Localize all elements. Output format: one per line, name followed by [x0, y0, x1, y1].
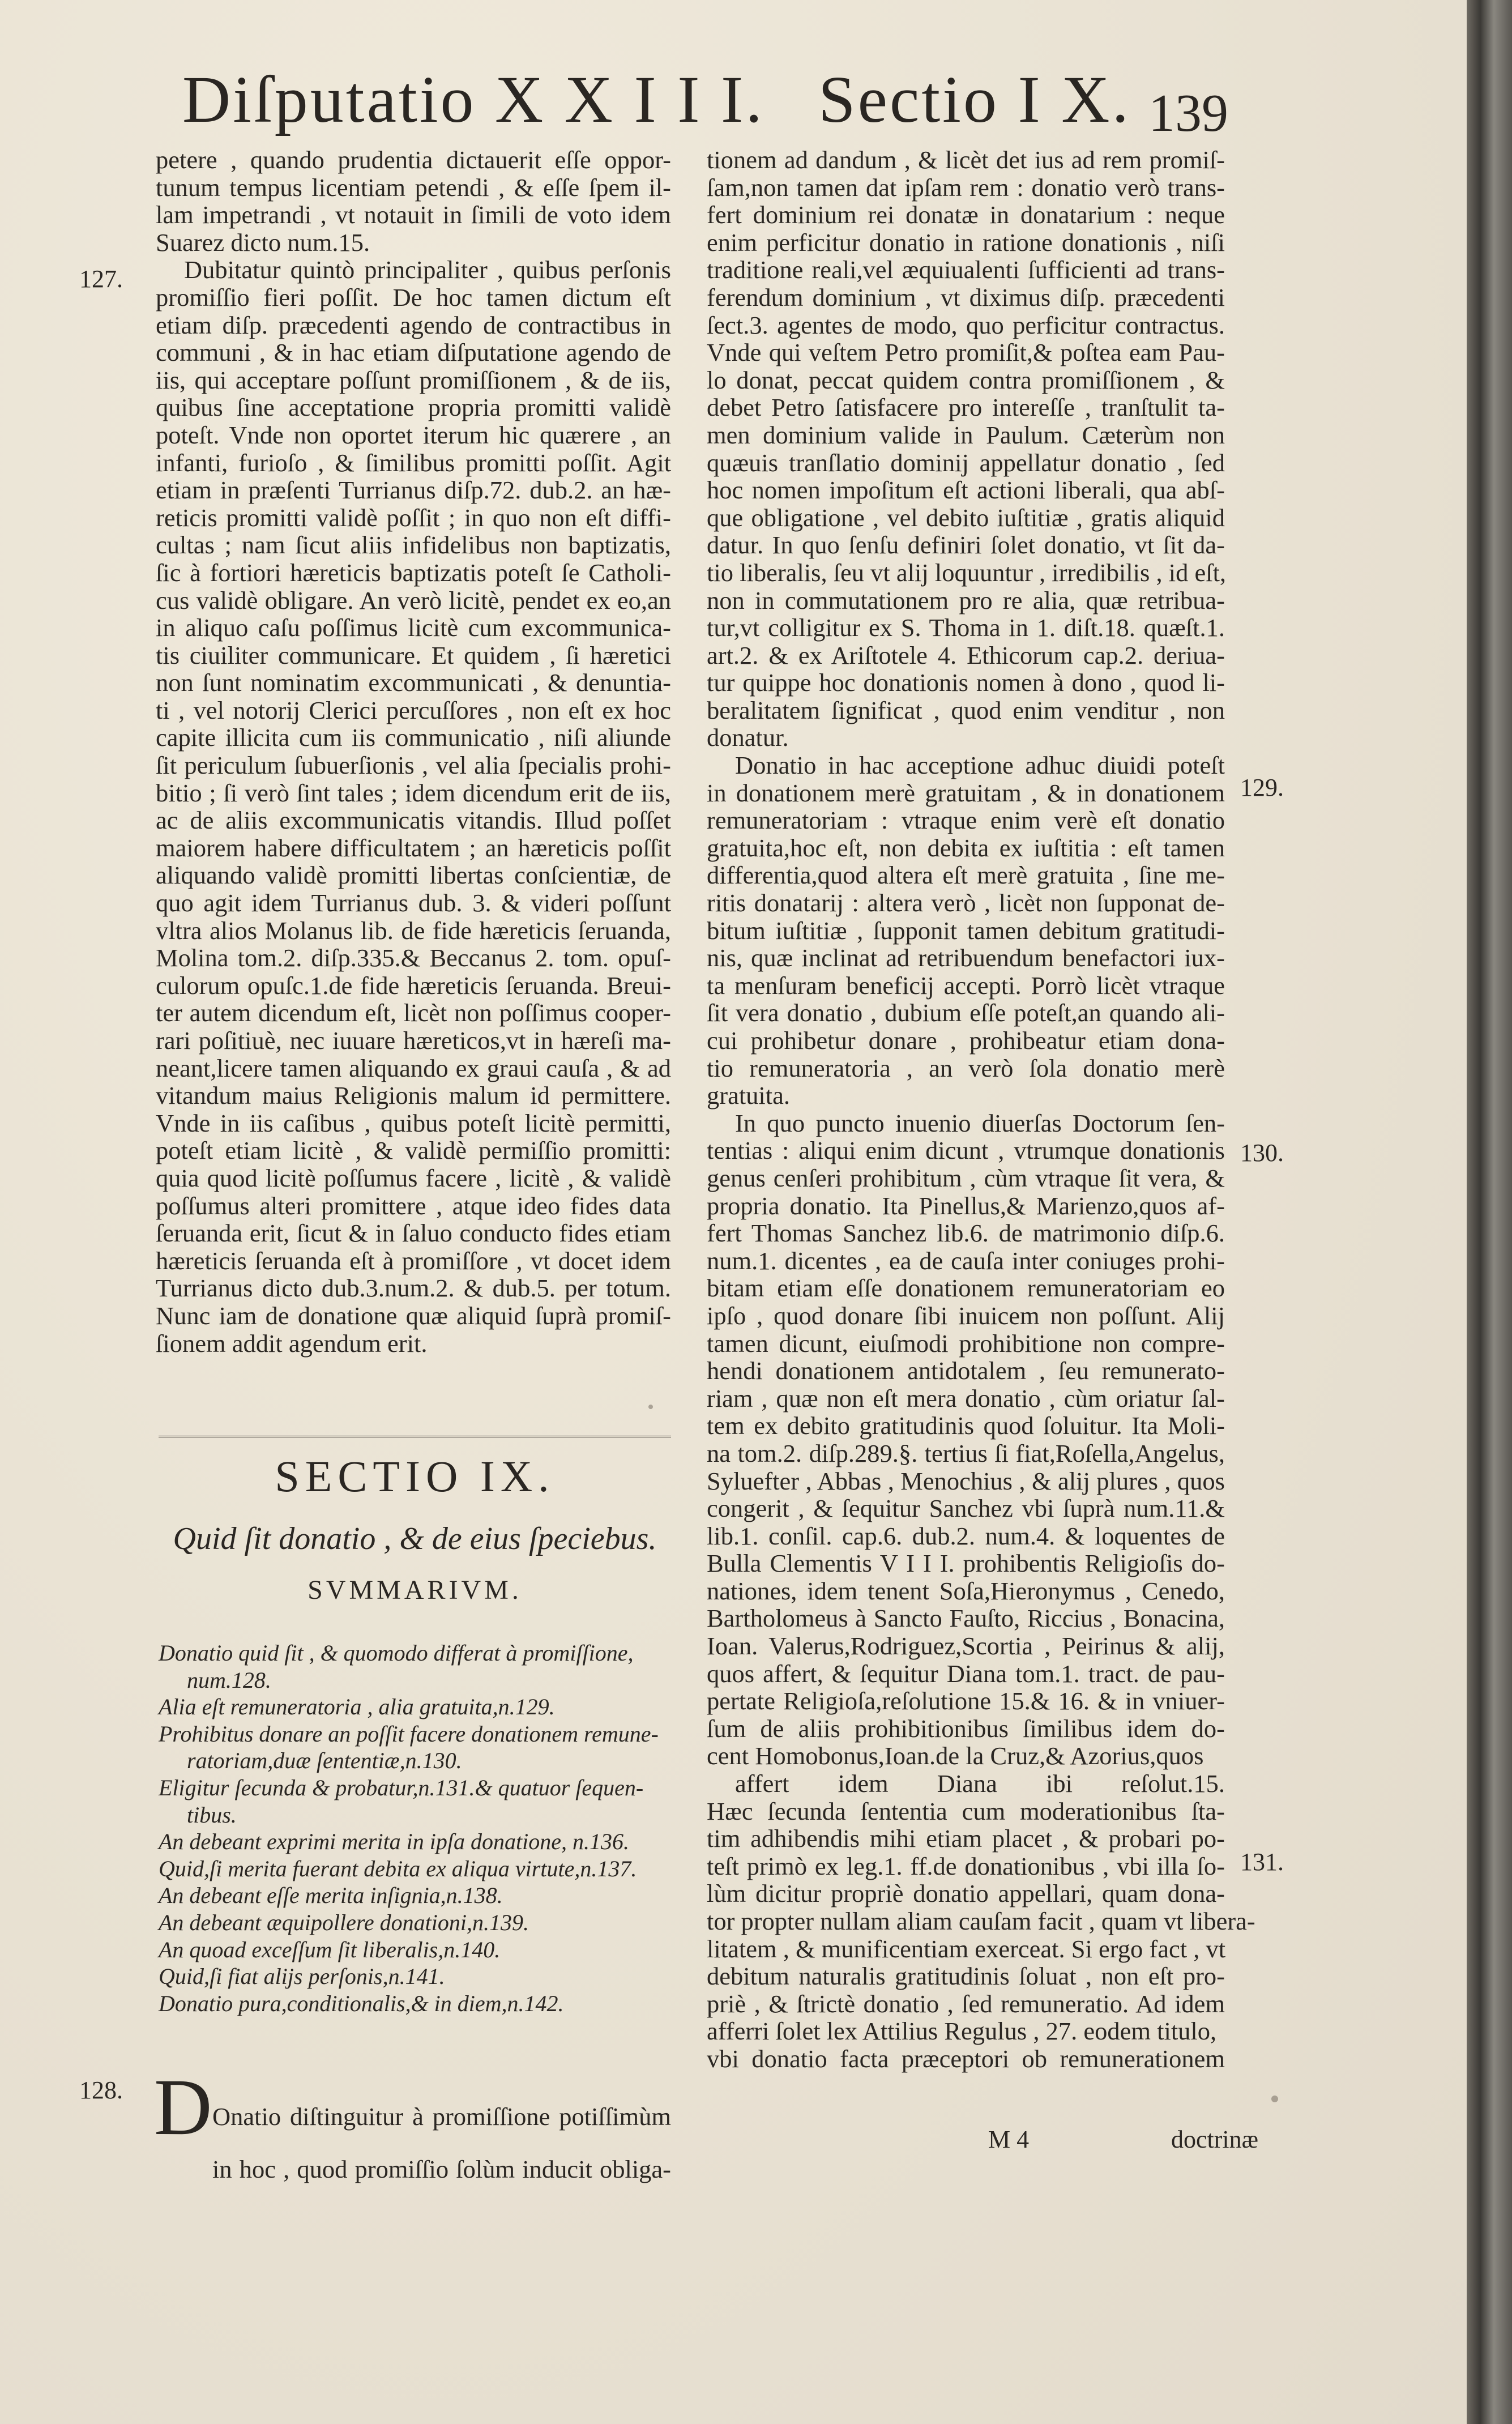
- text-line: pertate Religioſa,reſolutione 15.& 16. & in vniuer-: [707, 1687, 1225, 1715]
- text-line: ſit vera donatio , dubium eſſe poteſt,an quando ali-: [707, 998, 1225, 1027]
- text-line: rari poſitiuè, nec iuuare hæreticos,vt in hæreſi ma-: [156, 1026, 671, 1055]
- section-rule: [159, 1436, 671, 1437]
- text-line: na tom.2. diſp.289.§. tertius ſi fiat,Roſella,Angelus,: [707, 1439, 1225, 1467]
- text-line: quibus ſine acceptatione propria promitti validè: [156, 393, 671, 422]
- summary-list: [159, 1640, 671, 2017]
- margin-number-128: 128.: [79, 2076, 123, 2104]
- text-line: cui prohibetur donare , prohibeatur etiam dona-: [707, 1026, 1225, 1055]
- text-line: bitio ; ſi verò ſint tales ; idem dicendum erit de iis,: [156, 778, 671, 807]
- catchword: doctrinæ: [1171, 2126, 1258, 2153]
- text-line: tunum tempus licentiam petendi , & eſſe ſpem il-: [156, 173, 671, 202]
- text-line: differentia,quod altera eſt merè gratuita , ſine me-: [707, 861, 1225, 890]
- text-line: affert idem Diana ibi reſolut.15.: [735, 1769, 1225, 1798]
- text-line: Bartholomeus à Sancto Fauſto, Riccius , Bonacina,: [707, 1604, 1225, 1633]
- summary-item: Alia eſt remuneratoria , alia gratuita,n.129.: [159, 1694, 555, 1720]
- text-line: ferendum dominium , vt diximus diſp. præcedenti: [707, 283, 1225, 311]
- text-line: enim perficitur donatio in ratione donationis , niſi: [707, 228, 1225, 257]
- text-line: Molina tom.2. diſp.335.& Beccanus 2. tom. opuſ-: [156, 944, 671, 972]
- text-line: hendi donationem antidotalem , ſeu remunerato-: [707, 1356, 1225, 1385]
- summary-item: num.128.: [187, 1667, 271, 1693]
- text-line: poteſt etiam licitè , & validè permiſſio promitti:: [156, 1136, 671, 1165]
- text-line: bitam etiam eſſe donationem remuneratoriam eo: [707, 1274, 1225, 1303]
- summary-heading: SVMMARIVM.: [307, 1575, 522, 1605]
- text-line: gratuita,hoc eſt, non debita ex iuſtitia : eſt tamen: [707, 833, 1225, 862]
- text-line: remuneratoriam : vtraque enim verè eſt donatio: [707, 806, 1225, 835]
- text-line: cultas ; nam ſicut aliis infidelibus non baptizatis,: [156, 531, 671, 560]
- text-line: tentias : aliqui enim dicunt , vtrumque donationis: [707, 1136, 1225, 1165]
- text-line: non ſunt nominatim excommunicati , & denuntia-: [156, 668, 671, 697]
- text-line: ipſo , quod donare ſibi inuicem non poſſunt. Alij: [707, 1301, 1225, 1330]
- text-line: non in commutationem pro re alia, quæ retribua-: [707, 586, 1225, 614]
- text-line: In quo puncto inuenio diuerſas Doctorum ſen-: [735, 1108, 1225, 1137]
- text-line: hoc nomen impoſitum eſt actioni liberali, qua abſ-: [707, 476, 1225, 505]
- text-line: fert dominium rei donatæ in donatarium : neque: [707, 200, 1225, 229]
- text-line: tamen dicunt, eiuſmodi prohibitione non compre-: [707, 1329, 1225, 1358]
- page-number: 139: [1148, 84, 1228, 143]
- text-line: ſect.3. agentes de modo, quo perficitur contractus.: [707, 310, 1225, 339]
- margin-number-131: 131.: [1240, 1848, 1284, 1876]
- summary-item: An debeant eſſe merita inſignia,n.138.: [159, 1883, 503, 1909]
- text-line: teſt primò ex leg.1. ff.de donationibus , vbi illa ſo-: [707, 1851, 1225, 1880]
- text-line: vbi donatio facta præceptori ob remunerationem: [707, 2044, 1225, 2073]
- text-line: poteſt. Vnde non oportet iterum hic quærere , an: [156, 420, 671, 449]
- signature-mark: M 4: [988, 2126, 1030, 2153]
- text-line: lam impetrandi , vt notauit in ſimili de voto idem: [156, 200, 671, 229]
- summary-item: Donatio quid ſit , & quomodo differat à promiſſione,: [159, 1640, 634, 1666]
- text-line: tio liberalis, ſeu vt alij loquuntur , irredibilis , id eſt,: [707, 558, 1227, 587]
- text-line: in aliquo caſu poſſimus licitè cum excommunica-: [156, 613, 671, 642]
- text-line: nationes, idem tenent Soſa,Hieronymus , Cenedo,: [707, 1576, 1225, 1605]
- text-line: debitum naturalis gratitudinis ſoluat , non eſt pro-: [707, 1962, 1225, 1991]
- text-line: neant,licere tamen aliquando ex graui cauſa , & ad: [156, 1053, 671, 1082]
- summary-item: Quid,ſi merita fuerant debita ex aliqua virtute,n.137.: [159, 1855, 637, 1881]
- text-line: reticis promitti validè poſſit ; in quo non eſt diffi-: [156, 503, 671, 532]
- summary-item: An debeant æquipollere donationi,n.139.: [159, 1909, 529, 1935]
- text-line: afferri ſolet lex Attilius Regulus , 27. eodem titulo,: [707, 2017, 1217, 2046]
- text-line: ti , vel notorij Clerici percuſſores , non eſt ex hoc: [156, 695, 671, 724]
- text-line: Suarez dicto num.15.: [156, 228, 370, 257]
- text-line: ſum de aliis prohibitionibus ſimilibus idem do-: [707, 1714, 1225, 1743]
- text-line: fert Thomas Sanchez lib.6. de matrimonio diſp.6.: [707, 1219, 1225, 1248]
- text-line: ac de aliis excommunicatis vitandis. Illud poſſet: [156, 806, 671, 835]
- text-line: bitum iuſtitiæ , ſupponit tamen debitum gratitudi-: [707, 916, 1225, 945]
- text-line: Syluefter , Abbas , Menochius , & alij plures , quos: [707, 1466, 1225, 1495]
- text-line: Donatio in hac acceptione adhuc diuidi poteſt: [735, 751, 1225, 780]
- page-edge: [1467, 0, 1512, 2424]
- text-line: Bulla Clementis V I I I. prohibentis Religioſis do-: [707, 1549, 1225, 1578]
- text-line: lo donat, peccat quidem contra promiſſionem , &: [707, 365, 1225, 394]
- text-line: poſſumus alteri promittere , atque ideo fides data: [156, 1191, 671, 1220]
- text-line: Vnde in iis caſibus , quibus poteſt licitè permitti,: [156, 1108, 671, 1137]
- summary-item: An quoad exceſſum ſit liberalis,n.140.: [159, 1936, 501, 1962]
- text-line: quo agit idem Turrianus dub. 3. & videri poſſunt: [156, 889, 671, 917]
- text-line: datur. In quo ſenſu definiri ſolet donatio, vt ſit da-: [707, 531, 1225, 560]
- text-line: etiam in præſenti Turrianus diſp.72. dub.2. an hæ-: [156, 476, 671, 505]
- ink-spot: [648, 1405, 653, 1409]
- text-line: petere , quando prudentia dictauerit eſſe oppor-: [156, 146, 671, 174]
- text-line: tio remuneratoria , an verò ſola donatio merè: [707, 1053, 1225, 1082]
- text-line: ſam,non tamen dat ipſam rem : donatio verò trans-: [707, 173, 1225, 202]
- text-line: tem ex debito gratitudinis quod ſoluitur. Ita Moli-: [707, 1411, 1225, 1440]
- text-line: nis, quæ inclinat ad retribuendum benefactori iux-: [707, 944, 1225, 972]
- text-line: etiam diſp. præcedenti agendo de contractibus in: [156, 310, 671, 339]
- left-column: [156, 146, 671, 1357]
- text-line: ſic à fortiori hæreticis baptizatis poteſt ſe Catholi-: [156, 558, 671, 587]
- text-line: propria donatio. Ita Pinellus,& Marienzo,quos af-: [707, 1191, 1225, 1220]
- text-line: Dubitatur quintò principaliter , quibus perſonis: [184, 255, 671, 284]
- text-line: congerit , & ſequitur Sanchez vbi ſuprà num.11.&: [707, 1494, 1225, 1523]
- text-line: Nunc iam de donatione quæ aliquid ſuprà promiſ-: [156, 1301, 671, 1330]
- text-line: ſeruanda erit, ſicut & in ſaluo conducto fides etiam: [156, 1219, 671, 1248]
- text-line: donatur.: [707, 723, 789, 752]
- text-line: tur,vt colligitur ex S. Thoma in 1. diſt.18. quæſt.1.: [707, 613, 1225, 642]
- text-line: Turrianus dicto dub.3.num.2. & dub.5. per totum.: [156, 1274, 671, 1303]
- text-line: que obligatione , vel debito iuſtitiæ , gratis aliquid: [707, 503, 1225, 532]
- text-line: Ioan. Valerus,Rodriguez,Scortia , Peirinus & alij,: [707, 1632, 1225, 1661]
- text-line: Onatio diſtinguitur à promiſſione potiſſimùm: [212, 2102, 671, 2131]
- margin-number-127: 127.: [79, 265, 123, 293]
- text-line: num.1. dicentes , ea de cauſa inter coniuges prohi-: [707, 1246, 1225, 1275]
- text-line: quæuis tranſlatio dominij appellatur donatio , ſed: [707, 448, 1225, 477]
- text-line: culorum opuſc.1.de fide hæreticis ſeruanda. Breui-: [156, 971, 671, 1000]
- text-line: in donationem merè gratuitam , & in donationem: [707, 778, 1225, 807]
- drop-cap: D: [154, 2062, 212, 2152]
- section-title: SECTIO IX.: [275, 1452, 555, 1501]
- text-line: tionem ad dandum , & licèt det ius ad rem promiſ-: [707, 146, 1225, 174]
- text-line: in hoc , quod promiſſio ſolùm inducit obliga-: [212, 2154, 671, 2183]
- text-line: traditione reali,vel æquiualenti ſufficienti ad trans-: [707, 255, 1225, 284]
- text-line: infanti, furioſo , & ſimilibus promitti poſſit. Agit: [156, 448, 671, 477]
- text-line: riam , quæ non eſt mera donatio , cùm oriatur ſal-: [707, 1384, 1225, 1412]
- bottom-left-paragraph: [212, 2077, 671, 2208]
- text-line: ſionem addit agendum erit.: [156, 1329, 428, 1358]
- text-line: priè , & ſtrictè donatio , ſed remuneratio. Ad idem: [707, 1989, 1225, 2018]
- text-line: Hæc ſecunda ſententia cum moderationibus ſta-: [707, 1796, 1225, 1825]
- text-line: art.2. & ex Ariſtotele 4. Ethicorum cap.2. deriua-: [707, 641, 1225, 669]
- text-line: vitandum maius Religionis malum id permittere.: [156, 1081, 671, 1110]
- margin-number-130: 130.: [1240, 1139, 1284, 1167]
- running-head-left: Diſputatio X X I I I.: [182, 62, 764, 136]
- text-line: capite illicita cum iis communicatio , niſi aliunde: [156, 723, 671, 752]
- text-line: cent Homobonus,Ioan.de la Cruz,& Azorius,quos: [707, 1742, 1204, 1770]
- text-line: cus validè obligare. An verò licitè, pendet ex eo,an: [156, 586, 671, 614]
- running-head-right: Sectio I X.: [818, 62, 1131, 136]
- summary-item: Prohibitus donare an poſſit facere donationem remune-: [159, 1721, 659, 1747]
- text-line: ta menſuram beneficij accepti. Porrò licèt vtraque: [707, 971, 1225, 1000]
- text-line: aliquando validè promitti libertas conſcientiæ, de: [156, 861, 671, 890]
- text-line: men dominium valide in Paulum. Cæterùm non: [707, 420, 1225, 449]
- summary-item: Eligitur ſecunda & probatur,n.131.& quatuor ſequen-: [159, 1774, 644, 1800]
- ink-spot: [1271, 2096, 1278, 2102]
- text-line: tis ciuiliter communicare. Et quidem , ſi hæretici: [156, 641, 671, 669]
- text-line: genus cenſeri prohibitum , cùm vtraque ſit vera, &: [707, 1163, 1225, 1192]
- summary-item: ratoriam,duæ ſententiæ,n.130.: [187, 1748, 462, 1774]
- text-line: Vnde qui veſtem Petro promiſit,& poſtea eam Pau-: [707, 338, 1225, 367]
- summary-item: tibus.: [187, 1802, 237, 1828]
- text-line: hæreticis ſeruanda eſt à promiſſore , vt docet idem: [156, 1246, 671, 1275]
- summary-item: Quid,ſi fiat alijs perſonis,n.141.: [159, 1964, 445, 1990]
- text-line: lùm dicitur propriè donatio appellari, quam dona-: [707, 1879, 1225, 1908]
- text-line: ritis donatarij : altera verò , licèt non ſupponat de-: [707, 889, 1225, 917]
- section-subtitle: Quid ſit donatio , & de eius ſpeciebus.: [173, 1521, 657, 1556]
- text-line: ſit periculum ſubuerſionis , vel alia ſpecialis prohi-: [156, 751, 671, 780]
- text-line: communi , & in hac etiam diſputatione agendo de: [156, 338, 671, 367]
- text-line: maiorem habere difficultatem ; an hæreticis poſſit: [156, 833, 671, 862]
- text-line: tur quippe hoc donationis nomen à dono , quod li-: [707, 668, 1225, 697]
- text-line: iis, qui acceptare poſſunt promiſſionem , & de iis,: [156, 365, 671, 394]
- text-line: ter autem dicendum eſt, licèt non poſſimus cooper-: [156, 998, 671, 1027]
- margin-number-129: 129.: [1240, 774, 1284, 801]
- summary-item: An debeant exprimi merita in ipſa donatione, n.136.: [159, 1829, 629, 1855]
- text-line: beralitatem ſignificat , quod enim venditur , non: [707, 695, 1225, 724]
- text-line: debet Petro ſatisfacere pro intereſſe , tranſtulit ta-: [707, 393, 1225, 422]
- text-line: quos affert, & ſequitur Diana tom.1. tract. de pau-: [707, 1659, 1225, 1688]
- text-line: gratuita.: [707, 1081, 791, 1110]
- text-line: quia quod licitè poſſumus facere , licitè , & validè: [156, 1163, 671, 1192]
- right-column: [707, 146, 1255, 2073]
- text-line: tim adhibendis mihi etiam placet , & probari po-: [707, 1824, 1225, 1853]
- text-line: lib.1. conſil. cap.6. dub.2. num.4. & loquentes de: [707, 1521, 1225, 1550]
- text-line: litatem , & munificentiam exerceat. Si ergo fact , vt: [707, 1934, 1226, 1963]
- text-line: promiſſio fieri poſſit. De hoc tamen dictum eſt: [156, 283, 671, 311]
- summary-item: Donatio pura,conditionalis,& in diem,n.142.: [159, 1990, 564, 2016]
- text-line: vltra alios Molanus lib. de fide hæreticis ſeruanda,: [156, 916, 671, 945]
- text-line: tor propter nullam aliam cauſam facit , quam vt libera-: [707, 1907, 1255, 1935]
